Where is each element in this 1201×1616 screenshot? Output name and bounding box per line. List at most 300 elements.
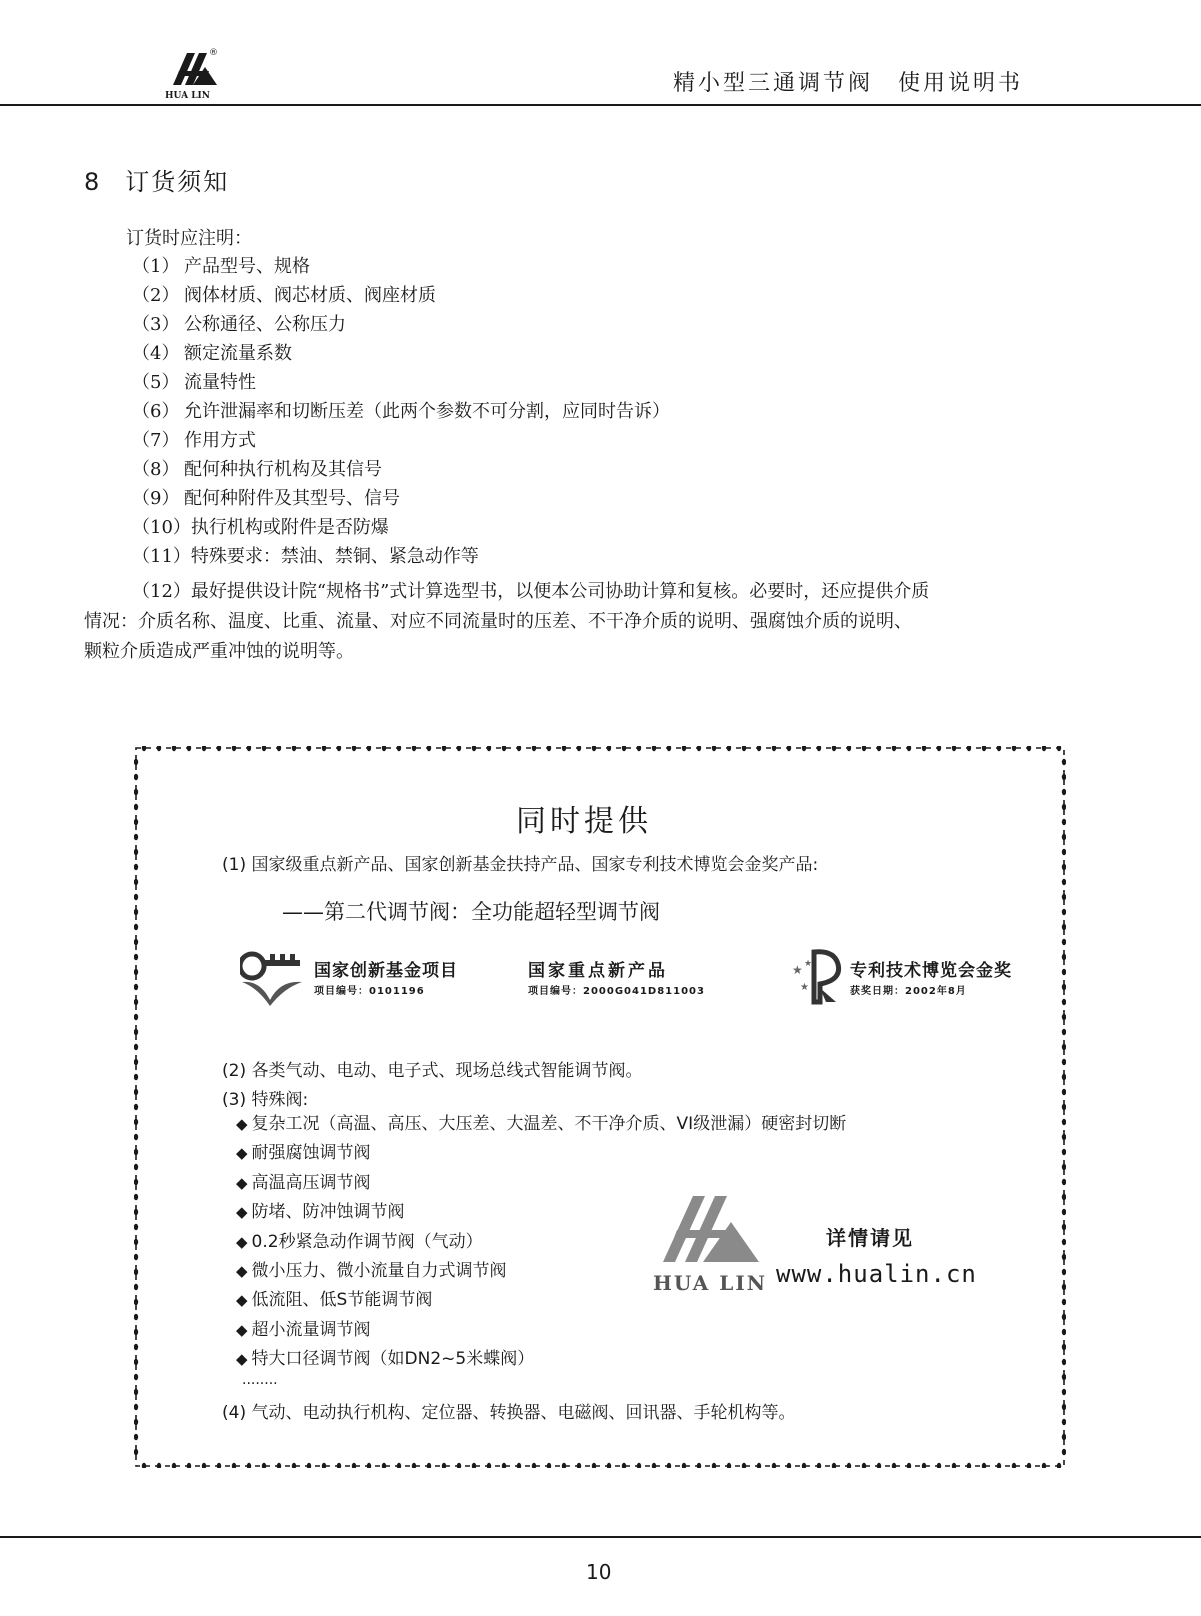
list-item	[132, 513, 670, 542]
border-dot	[1062, 1029, 1066, 1035]
border-dot	[1062, 999, 1066, 1005]
list-item	[132, 455, 670, 484]
border-dot	[1062, 1044, 1066, 1050]
border-dot	[832, 746, 836, 751]
border-dot	[134, 984, 138, 990]
border-dot	[307, 1463, 311, 1468]
item-text: 阀体材质、阀芯材质、阀座材质	[184, 285, 436, 306]
border-dot	[1012, 1463, 1016, 1468]
border-dot	[997, 1463, 1001, 1468]
border-dot	[1062, 1284, 1066, 1290]
svg-text:★: ★	[792, 963, 803, 977]
offer-item-4: (4) 气动、电动执行机构、定位器、转换器、电磁阀、回讯器、手轮机构等。	[222, 1403, 796, 1423]
border-dot	[1062, 804, 1066, 810]
border-dot	[637, 746, 641, 751]
border-dot	[367, 746, 371, 751]
item-text: 允许泄漏率和切断压差（此两个参数不可分割，应同时告诉）	[184, 401, 670, 422]
diamond-bullet-icon: ◆	[236, 1350, 248, 1369]
border-dot	[877, 746, 881, 751]
diamond-bullet-icon: ◆	[236, 1144, 248, 1163]
footer-divider	[0, 1536, 1201, 1538]
border-dot	[217, 746, 221, 751]
list-item	[132, 368, 670, 397]
border-dot	[517, 1463, 521, 1468]
border-dot	[772, 746, 776, 751]
border-dot	[1062, 1419, 1066, 1425]
item-text: 额定流量系数	[184, 343, 292, 364]
border-dot	[472, 1463, 476, 1468]
border-dot	[134, 1224, 138, 1230]
badge-title: 国家创新基金项目	[314, 961, 458, 981]
item-number: （11）	[132, 546, 191, 567]
paragraph-line: （12）最好提供设计院“规格书”式计算选型书，以便本公司协助计算和复核。必要时，还应提供介质	[132, 581, 930, 602]
item-text: 微小压力、微小流量自力式调节阀	[251, 1260, 507, 1281]
svg-text:★: ★	[804, 959, 813, 969]
border-dot	[382, 1463, 386, 1468]
border-dot	[817, 1463, 821, 1468]
border-dot	[862, 746, 866, 751]
border-dot	[134, 1329, 138, 1335]
border-dot	[157, 1463, 161, 1468]
border-dot	[134, 939, 138, 945]
border-dot	[1062, 1314, 1066, 1320]
item-12-paragraph	[84, 577, 1124, 667]
border-dot	[997, 746, 1001, 751]
border-dot	[892, 1463, 896, 1468]
section-intro: 订货时应注明：	[126, 228, 252, 249]
border-dot	[134, 1239, 138, 1245]
border-dot	[487, 1463, 491, 1468]
border-dot	[1062, 1194, 1066, 1200]
border-dot	[1062, 849, 1066, 855]
page-number: 10	[586, 1560, 612, 1584]
border-dot	[652, 746, 656, 751]
border-dot	[134, 1134, 138, 1140]
diamond-bullet-icon: ◆	[236, 1261, 248, 1280]
border-dot	[1062, 1119, 1066, 1125]
border-dot	[1062, 834, 1066, 840]
border-dot	[667, 746, 671, 751]
brand-logo-text: HUA LIN	[653, 1271, 765, 1295]
item-text: 作用方式	[184, 430, 256, 451]
border-dot	[1062, 1104, 1066, 1110]
item-number: （3）	[132, 314, 180, 335]
border-dot	[134, 1299, 138, 1305]
item-text: 执行机构或附件是否防爆	[190, 517, 389, 538]
border-dot	[307, 746, 311, 751]
border-dot	[232, 1463, 236, 1468]
border-dot	[337, 1463, 341, 1468]
item-number: （7）	[132, 430, 180, 451]
patent-expo-gold-badge	[790, 944, 1010, 1006]
border-dot	[922, 1463, 926, 1468]
list-item	[132, 426, 670, 455]
list-item	[132, 397, 670, 426]
border-dot	[134, 1209, 138, 1215]
border-dot	[1062, 1149, 1066, 1155]
border-dot	[1062, 939, 1066, 945]
border-dot	[682, 746, 686, 751]
border-dot	[1062, 1344, 1066, 1350]
border-dot	[1062, 894, 1066, 900]
border-dot	[134, 1374, 138, 1380]
border-dot	[907, 746, 911, 751]
registered-mark: ®	[209, 48, 218, 58]
border-dot	[637, 1463, 641, 1468]
item-text: 配何种执行机构及其信号	[184, 459, 382, 480]
border-dot	[607, 746, 611, 751]
border-dot	[472, 746, 476, 751]
border-dot	[134, 1089, 138, 1095]
border-dot	[862, 1463, 866, 1468]
border-dot	[1062, 1074, 1066, 1080]
diamond-bullet-icon: ◆	[236, 1291, 248, 1310]
border-dot	[134, 1314, 138, 1320]
diamond-bullet-icon: ◆	[236, 1115, 248, 1133]
border-dot	[1062, 1224, 1066, 1230]
border-dot	[172, 1463, 176, 1468]
border-dot	[982, 1463, 986, 1468]
border-dot	[742, 1463, 746, 1468]
border-dot	[577, 1463, 581, 1468]
border-dot	[457, 1463, 461, 1468]
border-dot	[1062, 1329, 1066, 1335]
border-dot	[847, 746, 851, 751]
key-new-product-badge	[528, 944, 728, 1006]
paragraph-line: 颗粒介质造成严重冲蚀的说明等。	[84, 641, 354, 662]
border-dot	[877, 1463, 881, 1468]
border-dot	[502, 746, 506, 751]
border-dot	[277, 1463, 281, 1468]
border-dot	[412, 1463, 416, 1468]
list-item	[236, 1316, 846, 1345]
border-dot	[134, 1029, 138, 1035]
border-dot	[142, 1463, 146, 1468]
border-dot	[1062, 1089, 1066, 1095]
border-dot	[802, 1463, 806, 1468]
border-dot	[142, 746, 146, 751]
border-dot	[622, 1463, 626, 1468]
logo-text: HUA LIN	[165, 91, 210, 101]
border-dot	[682, 1463, 686, 1468]
border-dot	[134, 1404, 138, 1410]
border-dot	[1062, 879, 1066, 885]
border-dot	[134, 1389, 138, 1395]
border-dot	[134, 774, 138, 780]
list-item	[132, 252, 670, 281]
border-dot	[1062, 954, 1066, 960]
border-dot	[1027, 746, 1031, 751]
item-text: 低流阻、低S节能调节阀	[251, 1290, 433, 1311]
border-dot	[712, 1463, 716, 1468]
order-requirements-list	[132, 252, 670, 571]
diamond-bullet-icon: ◆	[236, 1232, 248, 1251]
border-dot	[352, 1463, 356, 1468]
border-dot	[532, 1463, 536, 1468]
offer-item-1: (1) 国家级重点新产品、国家创新基金扶持产品、国家专利技术博览会金奖产品:	[222, 855, 819, 875]
border-dot	[172, 746, 176, 751]
border-dot	[757, 1463, 761, 1468]
item-text: 超小流量调节阀	[251, 1319, 371, 1340]
border-dot	[787, 1463, 791, 1468]
border-dot	[982, 746, 986, 751]
item-text: 0.2秒紧急动作调节阀（气动）	[251, 1231, 483, 1252]
border-dot	[952, 746, 956, 751]
border-dot	[967, 1463, 971, 1468]
border-dot	[1012, 746, 1016, 751]
svg-text:★: ★	[800, 982, 809, 993]
border-dot	[1062, 1254, 1066, 1260]
border-dot	[1062, 1374, 1066, 1380]
item-text: 特殊要求：禁油、禁铜、紧急动作等	[190, 546, 479, 567]
badge-detail: 获奖日期：2002年8月	[850, 986, 967, 997]
list-item	[132, 339, 670, 368]
list-item	[236, 1345, 846, 1374]
offer-item-1-subtitle: ——第二代调节阀：全功能超轻型调节阀	[282, 900, 660, 924]
item-number: （9）	[132, 488, 180, 509]
border-dot	[652, 1463, 656, 1468]
border-dot	[1062, 1059, 1066, 1065]
patent-star-emblem-icon	[790, 944, 844, 1006]
border-dot	[202, 746, 206, 751]
border-dot	[187, 1463, 191, 1468]
border-dot	[1062, 819, 1066, 825]
border-dot	[967, 746, 971, 751]
border-dot	[134, 1284, 138, 1290]
badge-title: 专利技术博览会金奖	[850, 961, 1012, 981]
border-dot	[577, 746, 581, 751]
border-dot	[247, 746, 251, 751]
border-dot	[134, 894, 138, 900]
border-dot	[1042, 1463, 1046, 1468]
border-dot	[134, 1179, 138, 1185]
border-dot	[134, 924, 138, 930]
border-dot	[134, 879, 138, 885]
border-dot	[817, 746, 821, 751]
border-dot	[1062, 1239, 1066, 1245]
border-dot	[1057, 746, 1061, 751]
item-number: （8）	[132, 459, 180, 480]
border-dot	[1057, 1463, 1061, 1468]
hualin-brand-logo	[653, 1192, 765, 1302]
border-dot	[952, 1463, 956, 1468]
border-dot	[727, 746, 731, 751]
border-dot	[134, 1449, 138, 1455]
border-dot	[787, 746, 791, 751]
border-dot	[397, 746, 401, 751]
border-dot	[134, 1164, 138, 1170]
item-text: 流量特性	[184, 372, 256, 393]
border-dot	[832, 1463, 836, 1468]
item-text: 公称通径、公称压力	[184, 314, 346, 335]
border-dot	[134, 1014, 138, 1020]
border-dot	[134, 759, 138, 765]
border-dot	[322, 1463, 326, 1468]
border-dot	[937, 746, 941, 751]
border-dot	[134, 1059, 138, 1065]
badge-detail: 项目编号：2000G041D811003	[528, 986, 705, 997]
border-dot	[134, 819, 138, 825]
border-dot	[202, 1463, 206, 1468]
border-dot	[1062, 924, 1066, 930]
list-item	[236, 1110, 846, 1139]
border-dot	[134, 1344, 138, 1350]
border-dot	[262, 746, 266, 751]
border-dot	[487, 746, 491, 751]
box-title: 同时提供	[516, 804, 652, 839]
border-dot	[907, 1463, 911, 1468]
border-dot	[277, 746, 281, 751]
border-dot	[412, 746, 416, 751]
border-dot	[562, 746, 566, 751]
border-dot	[1062, 1014, 1066, 1020]
border-dot	[427, 746, 431, 751]
item-text: 配何种附件及其型号、信号	[184, 488, 400, 509]
border-dot	[217, 1463, 221, 1468]
border-dot	[134, 999, 138, 1005]
border-dot	[322, 746, 326, 751]
border-dot	[727, 1463, 731, 1468]
border-dot	[1062, 1449, 1066, 1455]
section-heading	[84, 162, 229, 197]
border-dot	[337, 746, 341, 751]
diamond-bullet-icon: ◆	[236, 1203, 248, 1222]
border-dot	[757, 746, 761, 751]
list-item	[132, 310, 670, 339]
border-dot	[134, 1119, 138, 1125]
list-ellipsis: ........	[242, 1372, 278, 1388]
section-title: 订货须知	[125, 168, 230, 196]
border-dot	[134, 834, 138, 840]
header-divider	[0, 104, 1201, 106]
badge-detail: 项目编号：0101196	[314, 986, 425, 997]
border-dot	[1062, 1179, 1066, 1185]
border-dot	[1062, 1299, 1066, 1305]
diamond-bullet-icon: ◆	[236, 1173, 248, 1192]
border-dot	[134, 1104, 138, 1110]
border-dot	[1062, 1404, 1066, 1410]
border-dot	[134, 954, 138, 960]
border-dot	[742, 746, 746, 751]
border-dot	[134, 1254, 138, 1260]
item-text: 防堵、防冲蚀调节阀	[251, 1202, 405, 1223]
border-dot	[442, 746, 446, 751]
section-number: 8	[84, 168, 102, 196]
border-dot	[1062, 1164, 1066, 1170]
item-number: （4）	[132, 343, 180, 364]
border-dot	[247, 1463, 251, 1468]
border-dot	[697, 746, 701, 751]
item-number: （10）	[132, 517, 191, 538]
border-dot	[352, 746, 356, 751]
item-text: 特大口径调节阀（如DN2~5米蝶阀）	[251, 1349, 535, 1370]
border-dot	[134, 849, 138, 855]
border-dot	[1062, 1134, 1066, 1140]
item-number: （2）	[132, 285, 180, 306]
border-dot	[607, 1463, 611, 1468]
border-dot	[1062, 1434, 1066, 1440]
border-dot	[292, 1463, 296, 1468]
item-number: （6）	[132, 401, 180, 422]
border-dot	[134, 969, 138, 975]
border-dot	[1062, 774, 1066, 780]
document-title: 精小型三通调节阀 使用说明书	[672, 71, 1023, 96]
item-text: 耐强腐蚀调节阀	[251, 1143, 371, 1164]
border-dot	[937, 1463, 941, 1468]
border-dot	[547, 1463, 551, 1468]
border-dot	[232, 746, 236, 751]
details-label: 详情请见	[826, 1226, 914, 1250]
border-dot	[1062, 909, 1066, 915]
border-dot	[134, 1269, 138, 1275]
diamond-bullet-icon: ◆	[236, 1320, 248, 1339]
border-dot	[847, 1463, 851, 1468]
border-dot	[442, 1463, 446, 1468]
border-dot	[134, 789, 138, 795]
border-dot	[134, 1074, 138, 1080]
border-dot	[712, 746, 716, 751]
border-dot	[262, 1463, 266, 1468]
border-dot	[922, 746, 926, 751]
item-number: （1）	[132, 256, 180, 277]
border-dot	[1062, 969, 1066, 975]
border-dot	[134, 804, 138, 810]
border-dot	[187, 746, 191, 751]
border-dot	[697, 1463, 701, 1468]
border-dot	[292, 746, 296, 751]
border-dot	[1062, 789, 1066, 795]
border-dot	[134, 864, 138, 870]
badge-title: 国家重点新产品	[528, 961, 668, 981]
item-text: 复杂工况（高温、高压、大压差、大温差、不干净介质、VI级泄漏）硬密封切断	[251, 1114, 847, 1134]
hualin-logo	[165, 45, 227, 101]
border-dot	[1042, 746, 1046, 751]
border-dot	[427, 1463, 431, 1468]
border-dot	[457, 746, 461, 751]
item-text: 高温高压调节阀	[251, 1172, 371, 1193]
border-dot	[1062, 1359, 1066, 1365]
border-dot	[592, 746, 596, 751]
list-item	[132, 484, 670, 513]
list-item	[236, 1139, 846, 1168]
border-dot	[1027, 1463, 1031, 1468]
border-dot	[592, 1463, 596, 1468]
border-dot	[382, 746, 386, 751]
border-dot	[1062, 984, 1066, 990]
border-dot	[134, 1419, 138, 1425]
border-dot	[667, 1463, 671, 1468]
website-link[interactable]: www.hualin.cn	[776, 1260, 977, 1288]
border-dot	[134, 1194, 138, 1200]
border-dot	[892, 746, 896, 751]
border-dot	[532, 746, 536, 751]
border-dot	[1062, 759, 1066, 765]
offer-item-2: (2) 各类气动、电动、电子式、现场总线式智能调节阀。	[222, 1061, 643, 1081]
item-number: （5）	[132, 372, 180, 393]
border-dot	[134, 1434, 138, 1440]
border-dot	[367, 1463, 371, 1468]
list-item	[132, 281, 670, 310]
border-dot	[622, 746, 626, 751]
border-dot	[1062, 1209, 1066, 1215]
border-dot	[562, 1463, 566, 1468]
border-dot	[1062, 864, 1066, 870]
border-dot	[547, 746, 551, 751]
border-dot	[1062, 1389, 1066, 1395]
border-dot	[517, 746, 521, 751]
border-dot	[502, 1463, 506, 1468]
list-item	[132, 542, 670, 571]
